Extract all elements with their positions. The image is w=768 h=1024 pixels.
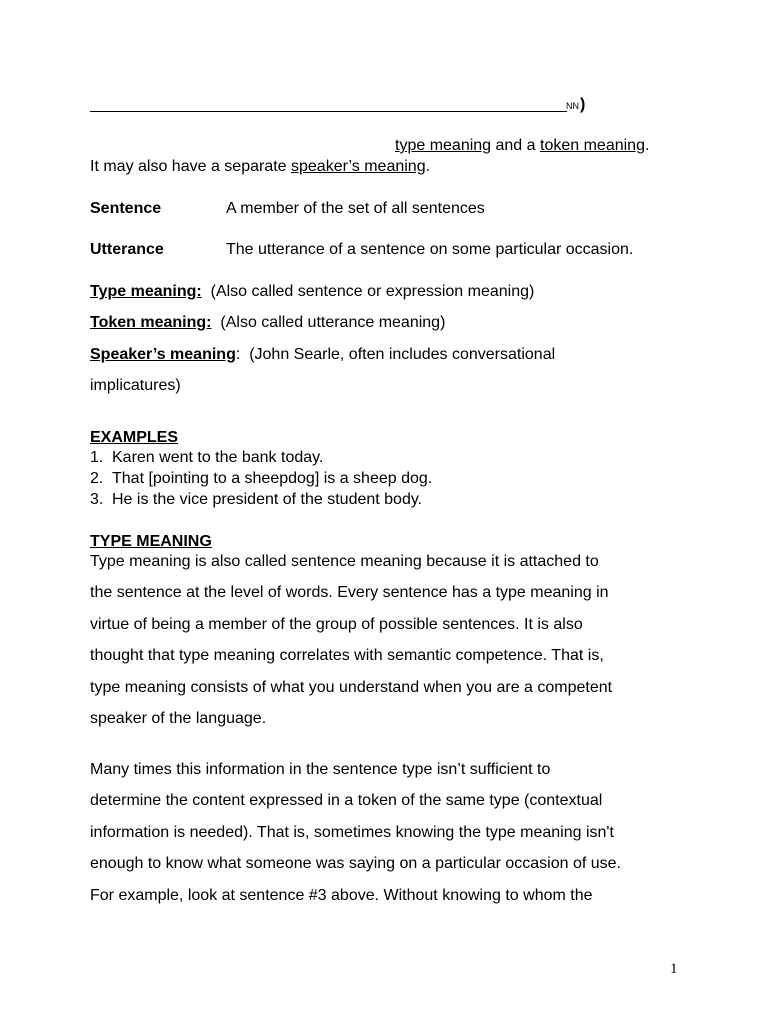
intro-line-2: It may also have a separate speaker’s meaning. [90, 158, 431, 175]
speakers-meaning-line: Speaker’s meaning: (John Searle, often includes conversational [90, 346, 556, 363]
nn-mark: NN [566, 101, 579, 111]
examples-heading: EXAMPLES [90, 429, 179, 446]
speakers-meaning-desc-cont: implicatures) [90, 377, 181, 394]
speakers-meaning-label: Speaker’s meaning [90, 346, 236, 363]
page-number: 1 [670, 961, 678, 977]
term-type-meaning: type meaning [395, 137, 492, 154]
closing-paren: ) [580, 96, 586, 113]
list-item: 1. Karen went to the bank today. [90, 449, 324, 466]
token-meaning-label: Token meaning: [90, 314, 212, 331]
list-item: 2. That [pointing to a sheepdog] is a sheep dog. [90, 470, 433, 487]
type-meaning-line [90, 282, 534, 301]
token-meaning-line [90, 313, 445, 332]
header-underline [90, 111, 567, 112]
term-token-meaning: token meaning [540, 137, 645, 154]
term-speakers-meaning: speaker’s meaning [291, 158, 426, 175]
token-meaning-desc: (Also called utterance meaning) [220, 314, 446, 331]
list-item: 3. He is the vice president of the student body. [90, 491, 423, 508]
type-meaning-paragraph-1: Type meaning is also called sentence meaning because it is attached to the sentence at the level of words. Every sentence has a type meaning in virtue of being a member of the group of possible sentences. It is also thought that type meaning correlates with semantic competence. That is, type meaning consists of what you understand when you are a competent speaker of the language. [90, 553, 613, 728]
type-meaning-heading: TYPE MEANING [90, 533, 212, 550]
utterance-term: Utterance [90, 241, 164, 258]
sentence-term: Sentence [90, 200, 162, 217]
type-meaning-label: Type meaning: [90, 283, 202, 300]
intro-line-1: type meaning and a token meaning. [395, 137, 650, 154]
utterance-definition: The utterance of a sentence on some particular occasion. [226, 241, 634, 258]
type-meaning-paragraph-2: Many times this information in the sentence type isn’t sufficient to determine the content expressed in a token of the same type (contextual information is needed). That is, sometimes knowing the type meaning isn't enough to know what someone was saying on a particular occasion of use. For example, look at sentence #3 above. Without knowing to whom the [90, 761, 621, 904]
sentence-definition: A member of the set of all sentences [226, 200, 485, 217]
speakers-meaning-desc: (John Searle, often includes conversational [249, 346, 556, 363]
type-meaning-desc: (Also called sentence or expression meaning) [210, 283, 535, 300]
